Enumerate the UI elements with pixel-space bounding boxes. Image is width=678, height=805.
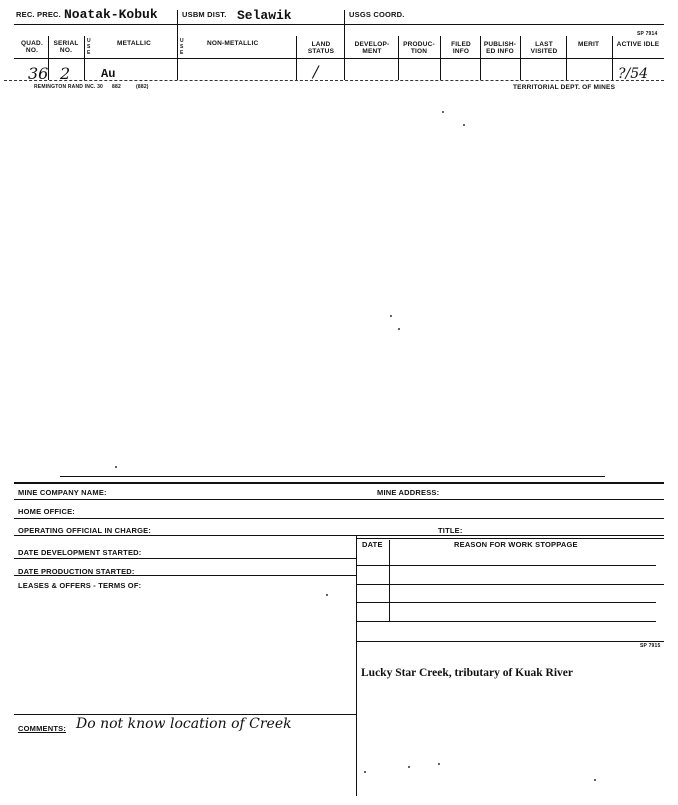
scan-speck <box>115 466 117 468</box>
date-column-divider <box>389 540 390 622</box>
usbm-dist-label: USBM DIST. <box>182 10 227 19</box>
col-development: DEVELOP- MENT <box>354 41 390 55</box>
scan-speck <box>442 111 444 113</box>
rule-stoppage-4 <box>356 621 656 622</box>
col-non-metallic: NON-METALLIC <box>207 40 259 47</box>
col-production: PRODUC- TION <box>403 41 435 55</box>
header-bottom-rule <box>14 24 664 25</box>
col-quad-no: QUAD. NO. <box>21 40 43 54</box>
printer-code-paren: (882) <box>136 84 149 90</box>
printer-code: 882 <box>112 84 121 90</box>
scan-speck <box>326 594 328 596</box>
col-active-idle: ACTIVE IDLE <box>616 41 660 48</box>
rule-prod-date <box>14 575 356 576</box>
operating-official-label: OPERATING OFFICIAL IN CHARGE: <box>18 526 152 535</box>
usbm-dist-value: Selawik <box>237 8 292 23</box>
col-divider-2 <box>84 36 85 80</box>
row-metallic: Au <box>101 67 116 81</box>
scan-speck <box>594 779 596 781</box>
col-divider-3 <box>296 36 297 80</box>
rule-home-office <box>14 518 664 519</box>
divider-usbm <box>177 10 178 80</box>
col-last-visited: LAST VISITED <box>530 41 558 55</box>
col-use-left: U S E <box>87 38 91 56</box>
reason-stoppage-label: REASON FOR WORK STOPPAGE <box>454 540 578 549</box>
scan-speck <box>390 315 392 317</box>
scan-speck <box>438 763 440 765</box>
rule-stoppage-end <box>356 641 664 642</box>
back-header-rule <box>14 482 664 484</box>
mine-address-label: MINE ADDRESS: <box>377 488 440 497</box>
col-divider-9 <box>612 36 613 80</box>
rec-prec-label: REC. PREC. <box>16 10 61 19</box>
rule-stoppage-1 <box>356 565 656 566</box>
col-divider-5 <box>440 36 441 80</box>
row-active-idle: ?/54 <box>618 66 649 82</box>
back-center-divider <box>356 536 357 796</box>
row-land-status: / <box>313 62 319 81</box>
scan-speck <box>408 766 410 768</box>
rec-prec-value: Noatak-Kobuk <box>64 7 158 22</box>
form-number-back: SP 7915 <box>640 643 661 649</box>
title-label: TITLE: <box>438 526 463 535</box>
row-serial-no: 2 <box>60 64 71 83</box>
col-divider-8 <box>566 36 567 80</box>
scan-speck <box>398 328 400 330</box>
col-divider-7 <box>520 36 521 80</box>
col-use-right: U S E <box>180 38 184 56</box>
scan-speck <box>463 124 465 126</box>
date-development-label: DATE DEVELOPMENT STARTED: <box>18 548 142 557</box>
usgs-coord-label: USGS COORD. <box>349 10 405 19</box>
rule-dev-date <box>14 558 356 559</box>
col-filed-info: FILED INFO <box>451 41 471 55</box>
col-divider-6 <box>480 36 481 80</box>
rule-date-header <box>356 538 664 539</box>
divider-usgs <box>344 10 345 80</box>
col-land-status: LAND STATUS <box>307 41 335 55</box>
back-top-rule <box>60 476 605 477</box>
col-metallic: METALLIC <box>117 40 151 47</box>
col-published-info: PUBLISH- ED INFO <box>483 41 517 55</box>
department-mark: TERRITORIAL DEPT. OF MINES <box>513 84 616 91</box>
scan-speck <box>364 771 366 773</box>
col-divider-4 <box>398 36 399 80</box>
col-merit: MERIT <box>578 41 600 48</box>
rule-stoppage-3 <box>356 602 656 603</box>
date-label: DATE <box>362 540 383 549</box>
rule-official <box>14 535 664 536</box>
leases-offers-label: LEASES & OFFERS - TERMS OF: <box>18 581 142 590</box>
date-production-label: DATE PRODUCTION STARTED: <box>18 567 135 576</box>
home-office-label: HOME OFFICE: <box>18 507 75 516</box>
rule-company <box>14 499 664 500</box>
form-number-front: SP 7914 <box>637 31 658 37</box>
comments-value: Do not know location of Creek <box>76 716 292 732</box>
mine-company-name-label: MINE COMPANY NAME: <box>18 488 107 497</box>
printer-mark: REMINGTON RAND INC. 30 <box>34 84 104 90</box>
row-quad-no: 36 <box>28 64 49 83</box>
col-serial-no: SERIAL NO. <box>53 40 79 54</box>
rule-comments-top <box>14 714 356 715</box>
comments-label: COMMENTS: <box>18 724 67 733</box>
rule-stoppage-2 <box>356 584 664 585</box>
location-note: Lucky Star Creek, tributary of Kuak River <box>361 667 573 679</box>
